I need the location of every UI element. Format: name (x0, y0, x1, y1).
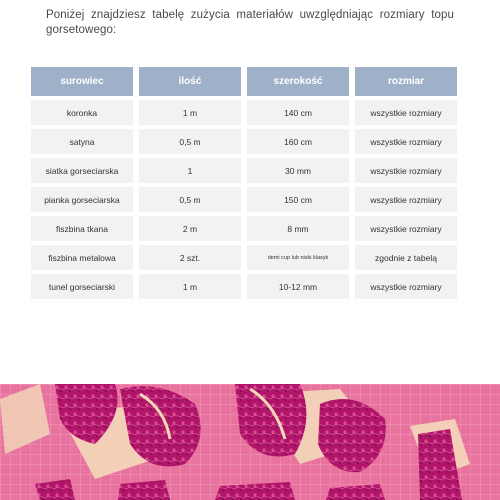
cutting-mat-illustration (0, 384, 500, 500)
cell-quantity: 0,5 m (139, 129, 241, 154)
cell-quantity: 1 m (139, 274, 241, 299)
cell-material: fiszbina metalowa (31, 245, 133, 270)
cell-size: wszystkie rozmiary (355, 216, 457, 241)
cell-size: wszystkie rozmiary (355, 274, 457, 299)
table-header-row (31, 67, 457, 96)
header-szerokosc: szerokość (247, 67, 349, 96)
cell-material: tunel gorseciarski (31, 274, 133, 299)
header-rozmiar: rozmiar (355, 67, 457, 96)
intro-paragraph: Poniżej znajdziesz tabelę zużycia materiałów uwzględniając rozmiary topu gorsetowego: (46, 8, 454, 36)
cell-width: demi cup lub niski klasyk (247, 245, 349, 270)
table-row (31, 158, 457, 183)
header-surowiec: surowiec (31, 67, 133, 96)
cell-material: satyna (31, 129, 133, 154)
cell-width: 8 mm (247, 216, 349, 241)
cell-quantity: 0,5 m (139, 187, 241, 212)
materials-table (25, 63, 463, 303)
cell-quantity: 1 (139, 158, 241, 183)
table-row (31, 245, 457, 270)
table-row (31, 274, 457, 299)
cell-size: wszystkie rozmiary (355, 129, 457, 154)
cell-material: koronka (31, 100, 133, 125)
table-row (31, 129, 457, 154)
cell-material: siatka gorseciarska (31, 158, 133, 183)
cell-width: 10-12 mm (247, 274, 349, 299)
cell-width: 30 mm (247, 158, 349, 183)
cell-material: fiszbina tkana (31, 216, 133, 241)
cell-width: 160 cm (247, 129, 349, 154)
cell-quantity: 2 szt. (139, 245, 241, 270)
cell-width: 140 cm (247, 100, 349, 125)
cell-size: zgodnie z tabelą (355, 245, 457, 270)
table-row (31, 216, 457, 241)
lace-pieces-photo (0, 384, 500, 500)
header-ilosc: ilość (139, 67, 241, 96)
cell-size: wszystkie rozmiary (355, 100, 457, 125)
cell-size: wszystkie rozmiary (355, 187, 457, 212)
cell-size: wszystkie rozmiary (355, 158, 457, 183)
cell-quantity: 2 m (139, 216, 241, 241)
table-row (31, 187, 457, 212)
cell-width: 150 cm (247, 187, 349, 212)
cell-material: pianka gorseciarska (31, 187, 133, 212)
table-row (31, 100, 457, 125)
cell-quantity: 1 m (139, 100, 241, 125)
